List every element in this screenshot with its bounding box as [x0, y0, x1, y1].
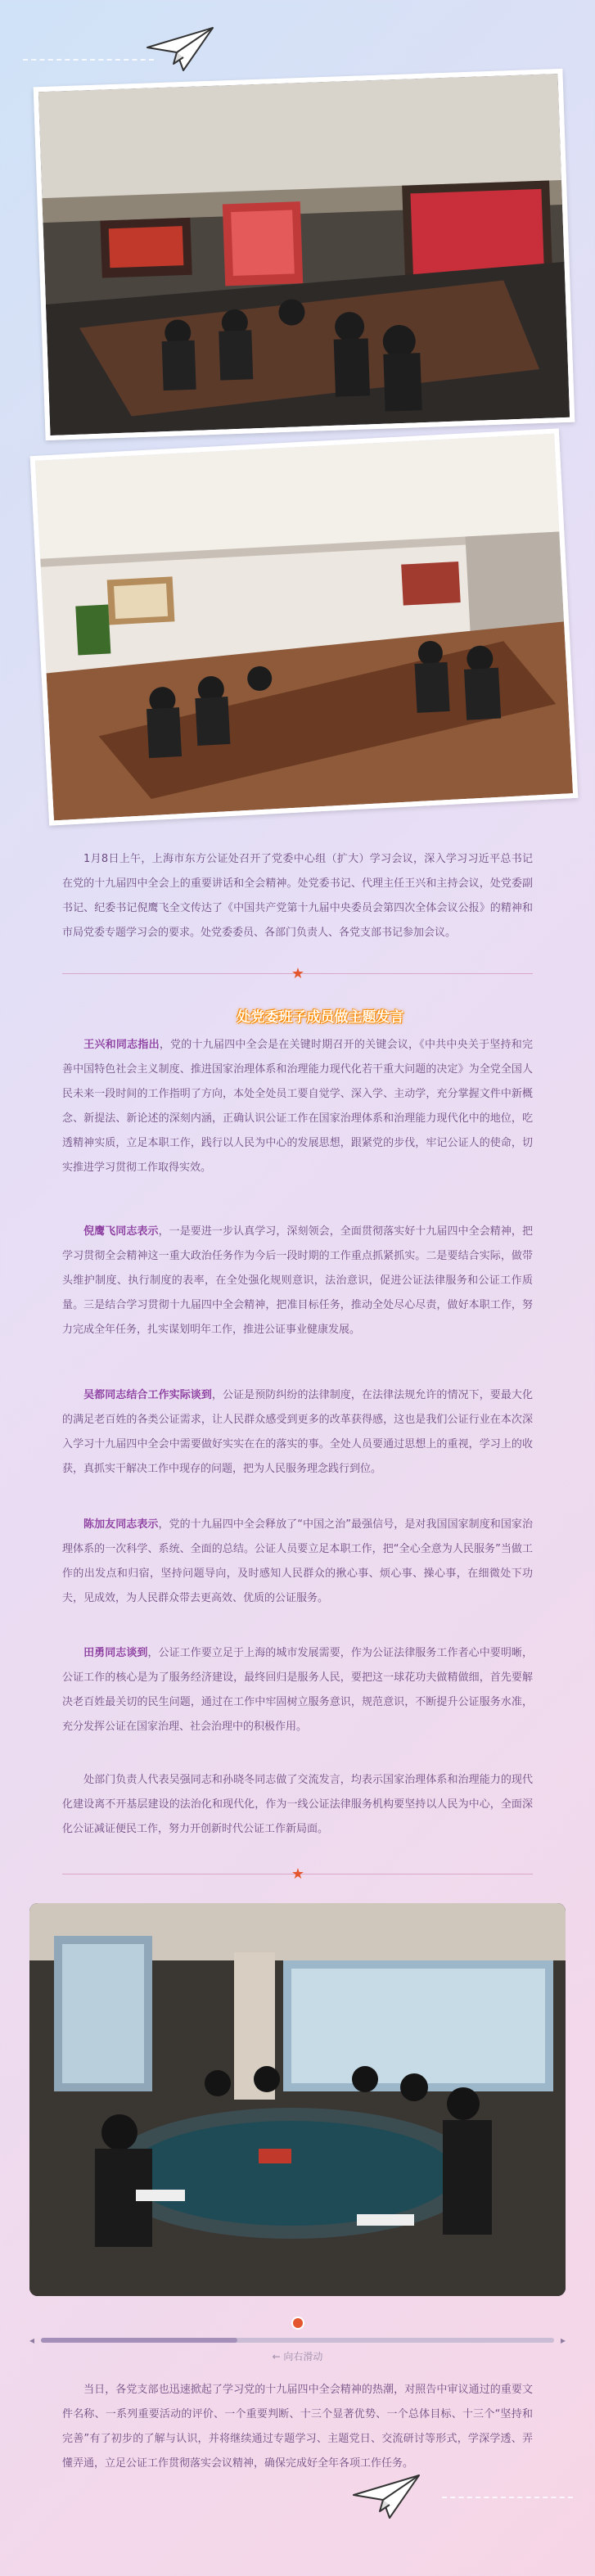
meeting-photo-2 [30, 428, 579, 825]
speech-text: ，党的十九届四中全会释放了“中国之治”最强信号，是对我国国家制度和国家治理体系的一次科学、系统、全面的总结。公证人员要立足本职工作，把“全心全意为人民服务”当做工作的出发点和归宿，坚持问题导向，及时感知人民群众的揪心事、烦心事、操心事，在细微处下功夫，见成效，为人民群众带去更高效、优质的公证服务。 [62, 1518, 533, 1604]
swipe-hint: ← 向右滑动 [272, 2351, 323, 2362]
paper-plane-icon [352, 2472, 422, 2521]
scroll-left-icon[interactable]: ◂ [29, 2335, 35, 2346]
speech-paragraph [62, 1033, 533, 1180]
summary-text: 处部门负责人代表吴强同志和孙晓冬同志做了交流发言，均表示国家治理体系和治理能力的现代化建设离不开基层建设的法治化和现代化，作为一线公证法律服务机构要坚持以人民为中心，全面深化公证减证便民工作，努力开创新时代公证工作新局面。 [62, 1774, 533, 1835]
closing-text: 当日，各党支部也迅速掀起了学习党的十九届四中全会精神的热潮，对照告中审议通过的重要文件名称、一系列重要活动的评价、一个重要判断、十三个显著优势、一个总体目标、十三个“坚持和完善”有了初步的了解与认识，并将继续通过专题学习、主题党日、交流研讨等形式，学深学透、弄懂弄通，立足公证工作贯彻落实会议精神，确保完成好全年各项工作任务。 [62, 2384, 533, 2470]
speaker-name: 陈加友同志表示 [83, 1518, 159, 1531]
speech-text: ，公证是预防纠纷的法律制度，在法律法规允许的情况下，要最大化的满足老百姓的各类公证需求，让人民群众感受到更多的改革获得感，这也是我们公证行业在本次深入学习十九届四中全会中需要做好实实在在的落实的事。全处人员要通过思想上的重视，学习上的收获，真抓实干解决工作中现存的问题，把为人民服务理念践行到位。 [62, 1389, 533, 1475]
speaker-name: 倪鹰飞同志表示 [83, 1225, 159, 1238]
star-divider [62, 966, 533, 982]
dashed-trail [442, 2497, 573, 2498]
speaker-name: 田勇同志谈到 [83, 1647, 148, 1659]
summary-paragraph [62, 1768, 533, 1842]
section-title: 处党委班子成员做主题发言 [237, 1009, 404, 1026]
speech-paragraph [62, 1383, 533, 1482]
carousel-indicator [0, 2317, 595, 2333]
speech-paragraph [62, 1513, 533, 1611]
photo-carousel[interactable] [29, 1903, 566, 2296]
scrollbar-thumb[interactable] [41, 2338, 237, 2343]
closing-paragraph [62, 2378, 533, 2476]
star-icon: ★ [291, 1865, 305, 1883]
speaker-name: 吴都同志结合工作实际谈到 [83, 1389, 212, 1401]
speaker-name: 王兴和同志指出 [83, 1039, 160, 1051]
meeting-photo-1 [34, 69, 575, 440]
speech-text: ，公证工作要立足于上海的城市发展需要，作为公证法律服务工作者心中要明晰，公证工作的核心是为了服务经济建设，最终回归是服务人民，要把这一球花功夫做精做细，首先要解决老百姓最关切的民生问题，通过在工作中牢固树立服务意识，规范意识，不断提升公证服务水准，充分发挥公证在国家治理、社会治理中的积极作用。 [62, 1647, 533, 1733]
speech-paragraph [62, 1641, 533, 1739]
scroll-right-icon[interactable]: ▸ [560, 2335, 566, 2346]
star-divider [62, 1866, 533, 1883]
intro-text: 1月8日上午，上海市东方公证处召开了党委中心组（扩大）学习会议，深入学习习近平总书记在党的十九届四中全会上的重要讲话和全会精神。处党委书记、代理主任王兴和主持会议，处党委副书记、纪委书记倪鹰飞全文传达了《中国共产党第十九届中央委员会第四次全体会议公报》的精神和市局党委专题学习会的要求。处党委委员、各部门负责人、各党支部书记参加会议。 [62, 853, 533, 939]
speech-text: ，党的十九届四中全会是在关键时期召开的关键会议，《中共中央关于坚持和完善中国特色社会主义制度、推进国家治理体系和治理能力现代化若干重大问题的决定》为全党全国人民未来一段时间的工作指明了方向，本处全处员工要自觉学、深入学、主动学，充分掌握文件中新概念、新提法、新论述的深刻内涵，正确认识公证工作在国家治理体系和治理能力现代化中的地位，吃透精神实质，立足本职工作，践行以人民为中心的发展思想，跟紧党的步伐，牢记公证人的使命，切实推进学习贯彻工作取得实效。 [62, 1039, 533, 1174]
carousel-scrollbar[interactable] [29, 2335, 566, 2346]
dashed-trail [23, 59, 154, 61]
speech-text: ，一是要进一步认真学习，深刻领会，全面贯彻落实好十九届四中全会精神，把学习贯彻全会精神这一重大政治任务作为今后一段时期的工作重点抓紧抓实。二是要结合实际，做带头维护制度、执行制度的表率，在全处强化规则意识，法治意识，促进公证法律服务和公证工作质量。三是结合学习贯彻十九届四中全会精神，把准目标任务，推动全处尽心尽责，做好本职工作，努力完成全年任务，扎实谋划明年工作，推进公证事业健康发展。 [62, 1225, 533, 1336]
carousel-slide-image [29, 1903, 566, 2296]
carousel-dot[interactable] [291, 2317, 304, 2330]
speech-paragraph [62, 1220, 533, 1342]
intro-paragraph [62, 847, 533, 945]
paper-plane-icon [146, 25, 216, 74]
star-icon: ★ [291, 965, 305, 982]
